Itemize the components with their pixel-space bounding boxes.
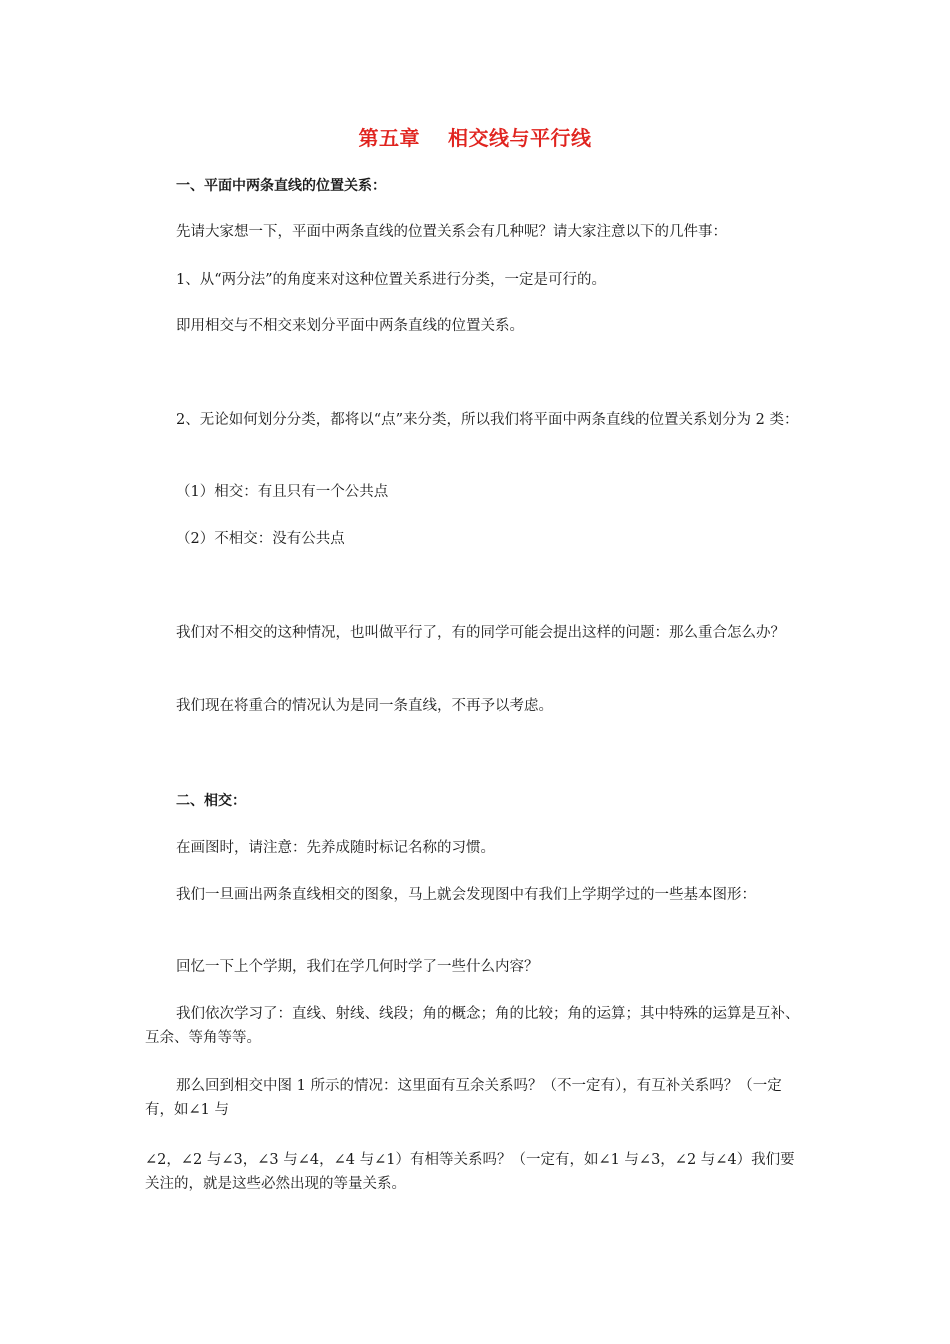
section1-paragraph-2: 1、从“两分法”的角度来对这种位置关系进行分类，一定是可行的。 [176, 272, 607, 288]
section1-paragraph-5: 我们对不相交的这种情况，也叫做平行了，有的同学可能会提出这样的问题：那么重合怎么办？ [176, 625, 785, 641]
section1-paragraph-4: 2、无论如何划分分类，都将以“点”来分类，所以我们将平面中两条直线的位置关系划分为 2 类： [176, 412, 799, 428]
section1-heading: 一、平面中两条直线的位置关系： [176, 178, 386, 194]
section1-list-item-2: （2）不相交：没有公共点 [176, 531, 345, 547]
section2-paragraph-6: ∠2，∠2 与∠3，∠3 与∠4，∠4 与∠1）有相等关系吗？（一定有，如∠1 与∠3，∠2 与∠4）我们要关注的，就是这些必然出现的等量关系。 [145, 1152, 795, 1192]
section1-paragraph-1: 先请大家想一下，平面中两条直线的位置关系会有几种呢？请大家注意以下的几件事： [176, 224, 727, 240]
section2-paragraph-2: 我们一旦画出两条直线相交的图象，马上就会发现图中有我们上学期学过的一些基本图形： [176, 887, 756, 903]
document-title: 第五章 相交线与平行线 [358, 126, 592, 150]
section1-paragraph-3: 即用相交与不相交来划分平面中两条直线的位置关系。 [176, 318, 524, 334]
section1-list-item-1: （1）相交：有且只有一个公共点 [176, 484, 389, 500]
section2-paragraph-5: 那么回到相交中图 1 所示的情况：这里面有互余关系吗？（不一定有），有互补关系吗？（一定有，如∠1 与 [145, 1078, 782, 1118]
section2-paragraph-3: 回忆一下上个学期，我们在学几何时学了一些什么内容？ [176, 959, 539, 975]
section1-paragraph-6: 我们现在将重合的情况认为是同一条直线，不再予以考虑。 [176, 698, 553, 714]
section2-paragraph-4: 我们依次学习了：直线、射线、线段；角的概念；角的比较；角的运算；其中特殊的运算是互补、互余、等角等等。 [145, 1006, 800, 1046]
section2-paragraph-1: 在画图时，请注意：先养成随时标记名称的习惯。 [176, 840, 495, 856]
section2-heading: 二、相交： [176, 793, 246, 809]
